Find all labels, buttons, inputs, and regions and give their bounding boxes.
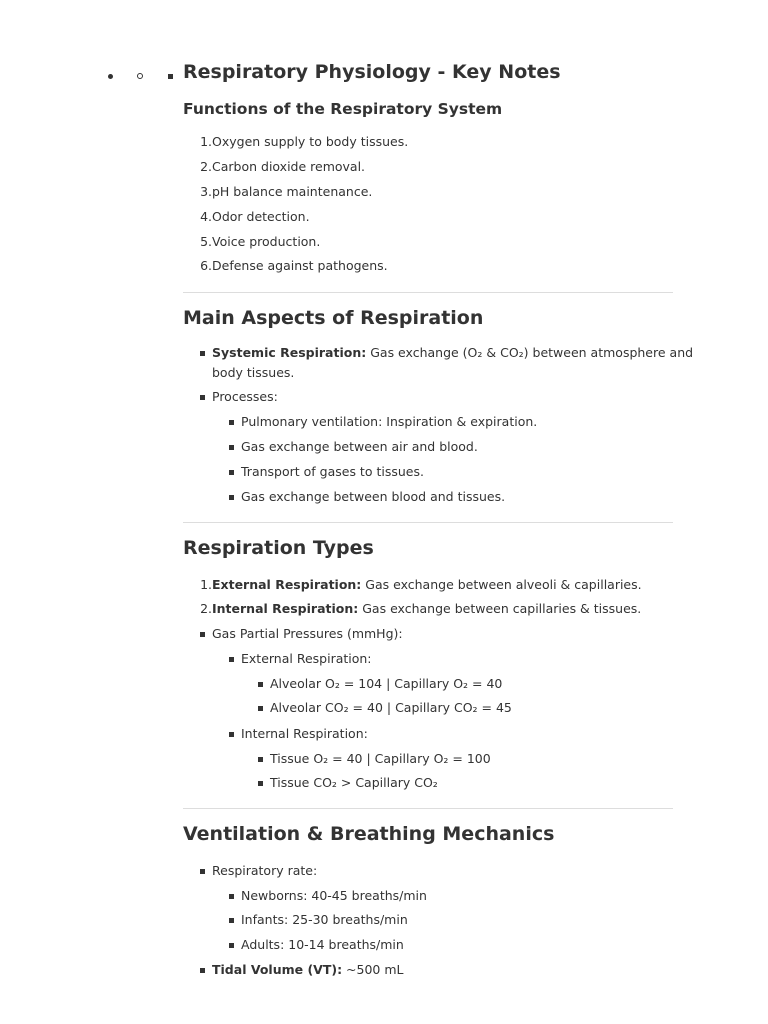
square-bullet [229, 657, 234, 662]
internal-sub-label: Internal Respiration: [241, 726, 368, 741]
processes-label: Processes: [212, 389, 278, 404]
internal-text: Gas exchange between capillaries & tissues. [358, 601, 642, 616]
systemic-label: Systemic Respiration: [212, 345, 367, 360]
external-sub-label: External Respiration: [241, 651, 372, 666]
function-item: Oxygen supply to body tissues. [212, 134, 409, 149]
pressure-value: Alveolar CO₂ = 40 | Capillary CO₂ = 45 [270, 700, 512, 715]
square-bullet [200, 395, 205, 400]
square-bullet [200, 632, 205, 637]
rate-item: Infants: 25-30 breaths/min [241, 912, 408, 927]
square-bullet [258, 706, 263, 711]
square-bullet [229, 495, 234, 500]
systemic-text: Gas exchange (O₂ & CO₂) between atmosphere and [366, 345, 694, 360]
pressure-value: Tissue CO₂ > Capillary CO₂ [270, 775, 438, 790]
rate-label: Respiratory rate: [212, 863, 318, 878]
list-number: 1. [200, 577, 212, 592]
section-divider [183, 292, 673, 293]
list-number: 6. [200, 258, 212, 273]
external-text: Gas exchange between alveoli & capillaries. [361, 577, 642, 592]
square-bullet [229, 918, 234, 923]
disc-bullet [108, 74, 113, 79]
list-number: 5. [200, 234, 212, 249]
systemic-line [212, 343, 693, 363]
square-bullet [229, 732, 234, 737]
function-item: Voice production. [212, 234, 321, 249]
tidal-volume-line [212, 960, 404, 980]
ventilation-heading: Ventilation & Breathing Mechanics [183, 823, 555, 845]
square-bullet [229, 943, 234, 948]
internal-respiration-line [212, 599, 641, 619]
list-number: 4. [200, 209, 212, 224]
pressure-value: Tissue O₂ = 40 | Capillary O₂ = 100 [270, 751, 491, 766]
square-bullet [168, 74, 173, 79]
external-respiration-line [212, 575, 642, 595]
square-bullet [258, 757, 263, 762]
function-item: Odor detection. [212, 209, 310, 224]
external-label: External Respiration: [212, 577, 362, 592]
square-bullet [258, 781, 263, 786]
square-bullet [229, 894, 234, 899]
section-divider [183, 808, 673, 809]
aspects-heading: Main Aspects of Respiration [183, 307, 484, 329]
square-bullet [200, 968, 205, 973]
circle-bullet [137, 73, 143, 79]
process-item: Gas exchange between air and blood. [241, 439, 478, 454]
process-item: Gas exchange between blood and tissues. [241, 489, 506, 504]
tidal-text: ~500 mL [342, 962, 404, 977]
systemic-text-continued: body tissues. [212, 365, 295, 380]
functions-heading: Functions of the Respiratory System [183, 100, 503, 118]
square-bullet [229, 470, 234, 475]
internal-label: Internal Respiration: [212, 601, 359, 616]
function-item: Carbon dioxide removal. [212, 159, 366, 174]
section-divider [183, 522, 673, 523]
function-item: Defense against pathogens. [212, 258, 388, 273]
process-item: Pulmonary ventilation: Inspiration & expiration. [241, 414, 538, 429]
list-number: 3. [200, 184, 212, 199]
types-heading: Respiration Types [183, 537, 374, 559]
square-bullet [258, 682, 263, 687]
function-item: pH balance maintenance. [212, 184, 373, 199]
list-number: 2. [200, 601, 212, 616]
rate-item: Adults: 10-14 breaths/min [241, 937, 404, 952]
tidal-label: Tidal Volume (VT): [212, 962, 343, 977]
list-number: 2. [200, 159, 212, 174]
square-bullet [200, 869, 205, 874]
rate-item: Newborns: 40-45 breaths/min [241, 888, 427, 903]
square-bullet [200, 351, 205, 356]
pressure-value: Alveolar O₂ = 104 | Capillary O₂ = 40 [270, 676, 503, 691]
square-bullet [229, 445, 234, 450]
pressures-label: Gas Partial Pressures (mmHg): [212, 626, 403, 641]
square-bullet [229, 420, 234, 425]
process-item: Transport of gases to tissues. [241, 464, 424, 479]
page-title: Respiratory Physiology - Key Notes [183, 61, 561, 83]
list-number: 1. [200, 134, 212, 149]
